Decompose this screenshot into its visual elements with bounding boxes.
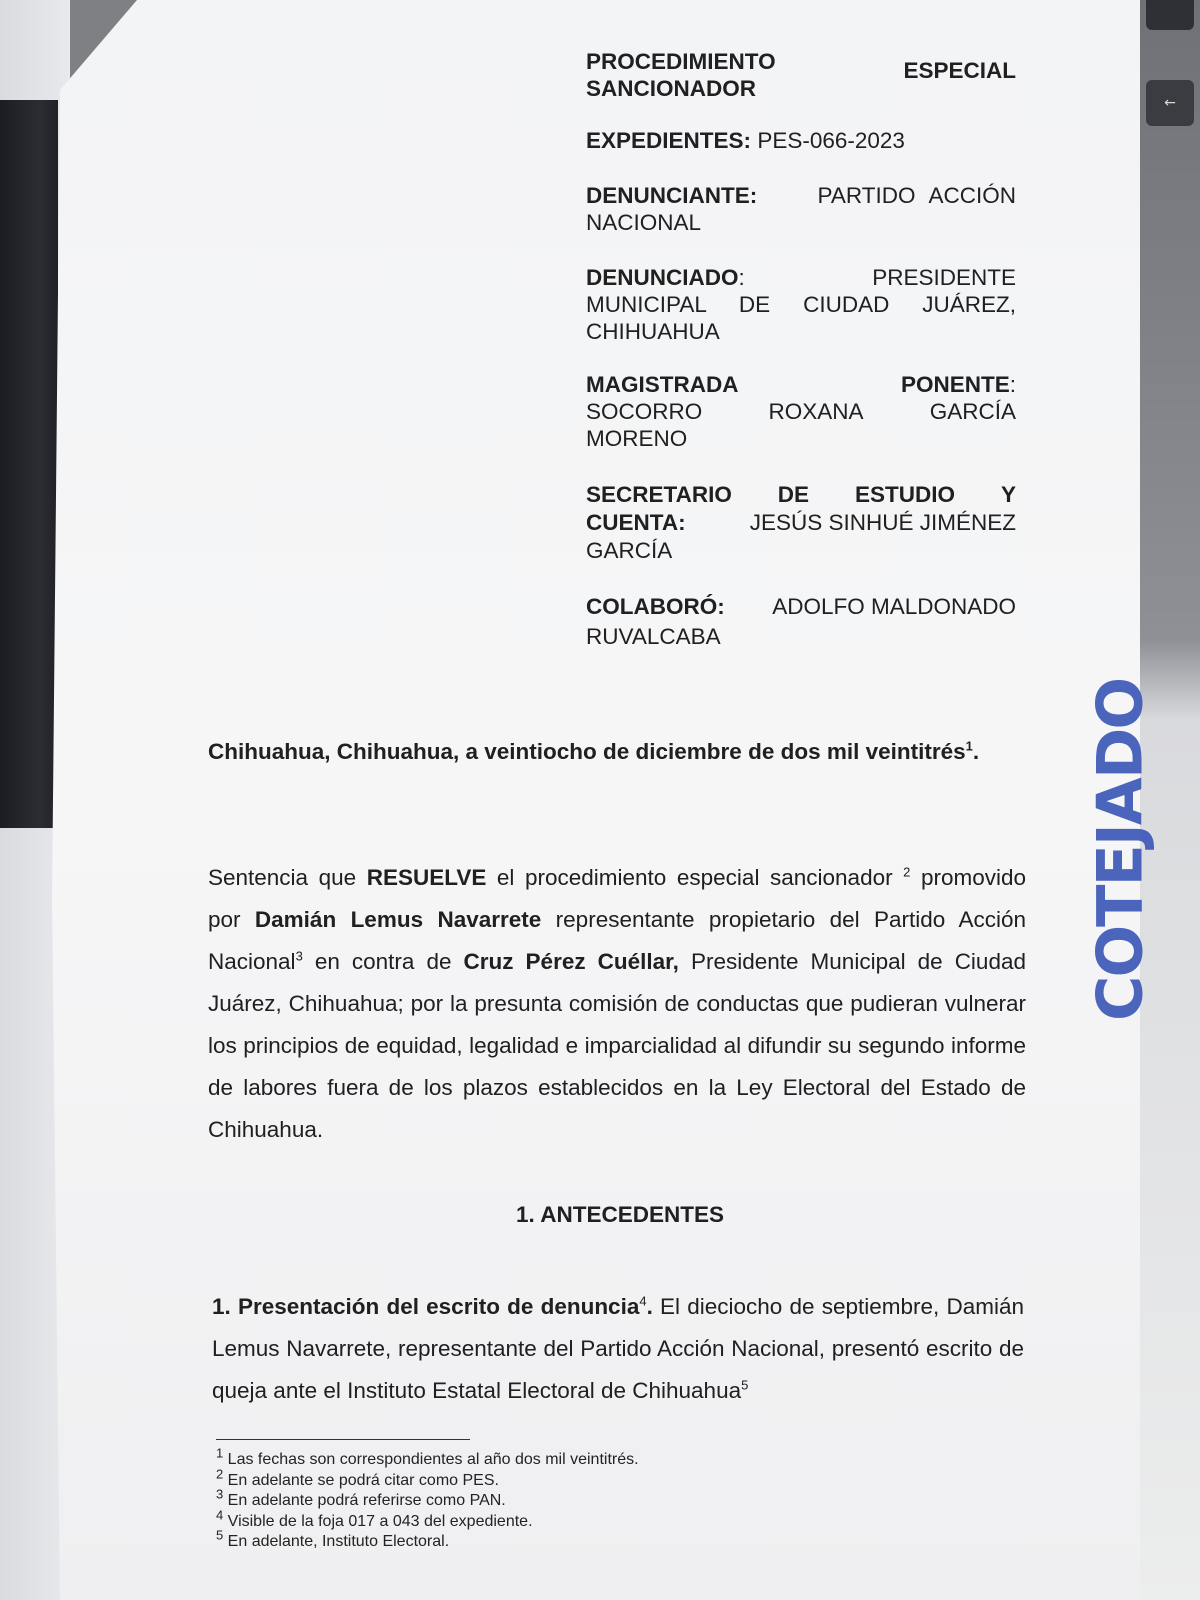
antecedente-1-title: 1. Presentación del escrito de denuncia <box>212 1294 640 1319</box>
denunciado-label: DENUNCIADO <box>586 265 739 290</box>
antecedente-1-paragraph <box>212 1286 1024 1412</box>
sentencia-p1: Sentencia que <box>208 865 367 890</box>
denunciante-value-2: NACIONAL <box>586 210 702 235</box>
sentencia-p4: representante propietario del Partido Acción Nacional <box>208 907 1026 974</box>
denunciado-colon: : <box>738 265 745 290</box>
header-colaboro <box>586 592 1016 652</box>
footnote-3-text: En adelante podrá referirse como PAN. <box>223 1492 506 1509</box>
dateline-footnote-ref: 1 <box>965 738 973 754</box>
dateline-end: . <box>972 739 980 764</box>
ponente-label: PONENTE <box>900 372 1010 397</box>
sentencia-p3: promovido por <box>208 865 1027 932</box>
antecedente-1-title-end: . <box>646 1294 653 1319</box>
footnotes <box>216 1445 1016 1553</box>
header-denunciante <box>586 182 1016 236</box>
dateline-text: Chihuahua, Chihuahua, a veintiocho de diciembre de dos mil veintitrés <box>208 739 966 764</box>
sentencia-p5: en contra de <box>302 949 464 974</box>
footnote-1-text: Las fechas son correspondientes al año dos mil veintitrés. <box>223 1451 639 1468</box>
laptop-key-top <box>1146 0 1194 30</box>
secretario-value-2: GARCÍA <box>586 538 673 563</box>
antecedente-1-ref-end: 5 <box>741 1377 749 1393</box>
antecedente-1-ref: 4 <box>639 1293 647 1309</box>
section-heading-antecedentes: 1. ANTECEDENTES <box>516 1202 724 1227</box>
secretario-label-2: CUENTA: <box>586 510 686 535</box>
secretario-value-1: JESÚS SINHUÉ JIMÉNEZ <box>749 510 1016 535</box>
footnote-4 <box>216 1507 1016 1533</box>
colaboro-value-2: RUVALCABA <box>586 624 721 649</box>
denunciado-value-1: PRESIDENTE <box>872 265 1016 290</box>
antecedente-1-text: El dieciocho de septiembre, Damián Lemus Navarrete, representante del Partido Acción Nacional, presentó escrito de queja ante el Instituto Estatal Electoral de Chihuahua <box>212 1294 1024 1403</box>
magistrada-value-1: SOCORRO ROXANA GARCÍA <box>586 399 1016 424</box>
sentencia-denunciado: Cruz Pérez Cuéllar, <box>463 949 679 974</box>
black-binder <box>0 100 58 828</box>
magistrada-colon: : <box>1009 372 1016 397</box>
denunciado-value-2: MUNICIPAL DE CIUDAD JUÁREZ, <box>586 292 1016 317</box>
sancionador-word: SANCIONADOR <box>586 76 757 101</box>
expedientes-value: PES-066-2023 <box>757 128 905 153</box>
footnote-5-text: En adelante, Instituto Electoral. <box>223 1533 450 1550</box>
footnote-2-text: En adelante se podrá citar como PES. <box>223 1471 499 1489</box>
sentencia-paragraph <box>208 857 1026 1151</box>
sentencia-ref-2: 2 <box>903 864 911 880</box>
dateline <box>208 730 1024 774</box>
magistrada-label: MAGISTRADA <box>586 372 739 397</box>
left-arrow-icon: ← <box>1164 95 1176 111</box>
denunciado-value-3: CHIHUAHUA <box>586 319 720 344</box>
footnote-5 <box>216 1527 1016 1553</box>
footnote-4-num: 4 <box>216 1507 224 1523</box>
sentencia-promovente: Damián Lemus Navarrete <box>254 907 542 932</box>
header-expedientes <box>586 127 1016 154</box>
sentencia-resuelve: RESUELVE <box>366 865 487 890</box>
header-secretario <box>586 481 1016 565</box>
denunciante-label: DENUNCIANTE: <box>586 183 758 208</box>
footnote-2 <box>216 1466 1016 1492</box>
sentencia-p6: Presidente Municipal de Ciudad Juárez, Chihuahua; por la presunta comisión de conductas que pudieran vulnerar los principios de equidad, legalidad e imparcialidad al difundir su segundo informe de labores fuera de los plazos establecidos en la Ley Electoral del Estado de Chihuahua. <box>208 949 1026 1142</box>
cotejado-stamp <box>1080 678 1160 1022</box>
colaboro-label: COLABORÓ: <box>586 594 725 619</box>
footnote-1-num: 1 <box>216 1445 224 1461</box>
procedimiento-word: PROCEDIMIENTO <box>586 49 776 74</box>
footnote-1 <box>216 1445 1016 1471</box>
magistrada-value-2: MORENO <box>586 426 688 451</box>
colaboro-value-1: ADOLFO MALDONADO <box>772 594 1016 619</box>
footnote-5-num: 5 <box>216 1527 224 1543</box>
denunciante-value-1: PARTIDO ACCIÓN <box>817 183 1016 208</box>
footnote-3 <box>216 1486 1016 1512</box>
sentencia-ref-3: 3 <box>295 948 303 964</box>
footnote-separator <box>216 1439 470 1440</box>
header-procedimiento <box>586 48 1016 102</box>
sentencia-p2: el procedimiento especial sancionador <box>486 865 904 890</box>
secretario-label-1: SECRETARIO DE ESTUDIO Y <box>586 482 1016 507</box>
footnote-4-text: Visible de la foja 017 a 043 del expediente. <box>223 1512 533 1530</box>
laptop-key-arrow <box>1146 80 1194 126</box>
cotejado-stamp-text: COTEJADO <box>1083 678 1157 1022</box>
header-magistrada <box>586 371 1016 452</box>
especial-word: ESPECIAL <box>903 58 1016 83</box>
expedientes-label: EXPEDIENTES: <box>586 128 752 153</box>
footnote-3-num: 3 <box>216 1486 224 1502</box>
header-denunciado <box>586 264 1016 345</box>
footnote-2-num: 2 <box>216 1466 224 1482</box>
